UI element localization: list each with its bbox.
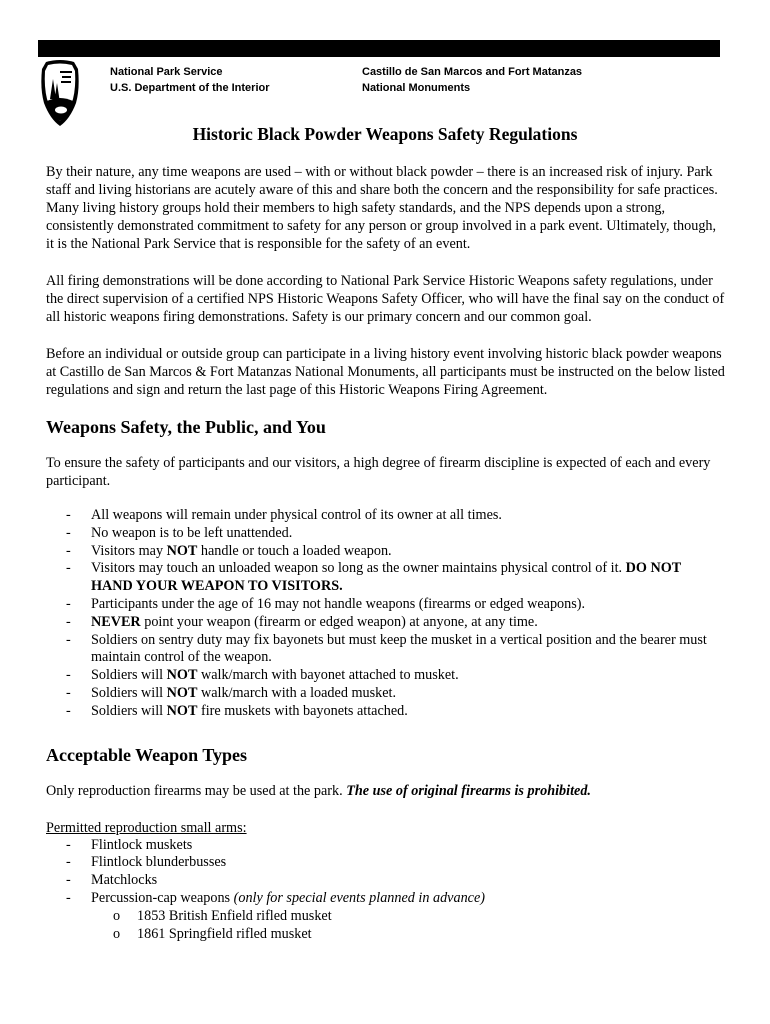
- list-item: o 1853 British Enfield rifled musket: [113, 907, 332, 924]
- list-item: - Soldiers on sentry duty may fix bayonets but must keep the musket in a vertical position and the bearer must maintain control of the weapon.: [66, 631, 707, 666]
- list-item: - Flintlock muskets: [66, 836, 193, 853]
- prohibition-note: The use of original firearms is prohibited.: [346, 782, 591, 799]
- document-title: Historic Black Powder Weapons Safety Regulations: [192, 124, 578, 144]
- list-item: - Percussion-cap weapons (only for special events planned in advance): [66, 889, 485, 906]
- list-item: - Participants under the age of 16 may not handle weapons (firearms or edged weapons).: [66, 595, 586, 612]
- list-item: o 1861 Springfield rifled musket: [113, 925, 312, 942]
- park-name-line1: Castillo de San Marcos and Fort Matanzas: [362, 66, 583, 78]
- intro-paragraph: By their nature, any time weapons are used – with or without black powder – there is an increased risk of injury. Park staff and living historians are acutely aware of this and share both the concern and the responsibility for safe practices. Many living history groups hold their members to high safety standards, and the NPS depends upon a strong, consistently demonstrated commitment to safety for any person or group involved in a park event. Ultimately, though, it is the National Park Service that is responsible for the safety of an event.: [46, 164, 718, 252]
- list-item: - All weapons will remain under physical control of its owner at all times.: [66, 507, 502, 523]
- section-heading-weapons-safety: Weapons Safety, the Public, and You: [46, 417, 326, 437]
- percussion-examples-list: [46, 908, 726, 944]
- permitted-arms-list: [46, 837, 726, 908]
- list-item: - No weapon is to be left unattended.: [66, 524, 293, 541]
- nps-arrowhead-logo-icon: [38, 59, 82, 127]
- header-bar: [38, 40, 720, 57]
- intro-paragraph: Before an individual or outside group can participate in a living history event involving historic black powder weapons at Castillo de San Marcos & Fort Matanzas National Monuments, all participants must be instructed on the below listed regulations and sign and return the last page of this Historic Weapons Firing Agreement.: [46, 346, 725, 398]
- list-item: - Visitors may NOT handle or touch a loaded weapon.: [66, 542, 392, 559]
- park-name-line2: National Monuments: [362, 82, 471, 94]
- safety-rules-list: [46, 507, 726, 721]
- permitted-arms-label: Permitted reproduction small arms:: [46, 819, 247, 836]
- document-body: [46, 163, 726, 960]
- department-name: U.S. Department of the Interior: [110, 82, 270, 94]
- list-item: - Soldiers will NOT fire muskets with bayonets attached.: [66, 702, 408, 719]
- list-item: - NEVER point your weapon (firearm or edged weapon) at anyone, at any time.: [66, 613, 538, 630]
- list-item: - Flintlock blunderbusses: [66, 854, 227, 871]
- section-heading-weapon-types: Acceptable Weapon Types: [46, 744, 248, 765]
- list-item: - Soldiers will NOT walk/march with bayonet attached to musket.: [66, 667, 459, 684]
- list-item: - Visitors may touch an unloaded weapon so long as the owner maintains physical control of it. DO NOT HAND YOUR WEAPON TO VISITORS.: [66, 560, 681, 595]
- agency-name: National Park Service: [110, 66, 223, 78]
- section-intro: To ensure the safety of participants and our visitors, a high degree of firearm discipline is expected of each and every participant.: [46, 455, 711, 489]
- intro-paragraph: All firing demonstrations will be done according to National Park Service Historic Weapons safety regulations, under the direct supervision of a certified NPS Historic Weapons Safety Officer, who will have the final say on the conduct of all historic weapons firing demonstrations. Safety is our primary concern and our common goal.: [46, 273, 725, 325]
- agency-block: [110, 64, 270, 96]
- park-block: [362, 64, 582, 96]
- list-item: - Matchlocks: [66, 872, 158, 889]
- list-item: - Soldiers will NOT walk/march with a loaded musket.: [66, 684, 396, 701]
- section-intro: Only reproduction firearms may be used at the park. The use of original firearms is prohibited.: [46, 782, 591, 799]
